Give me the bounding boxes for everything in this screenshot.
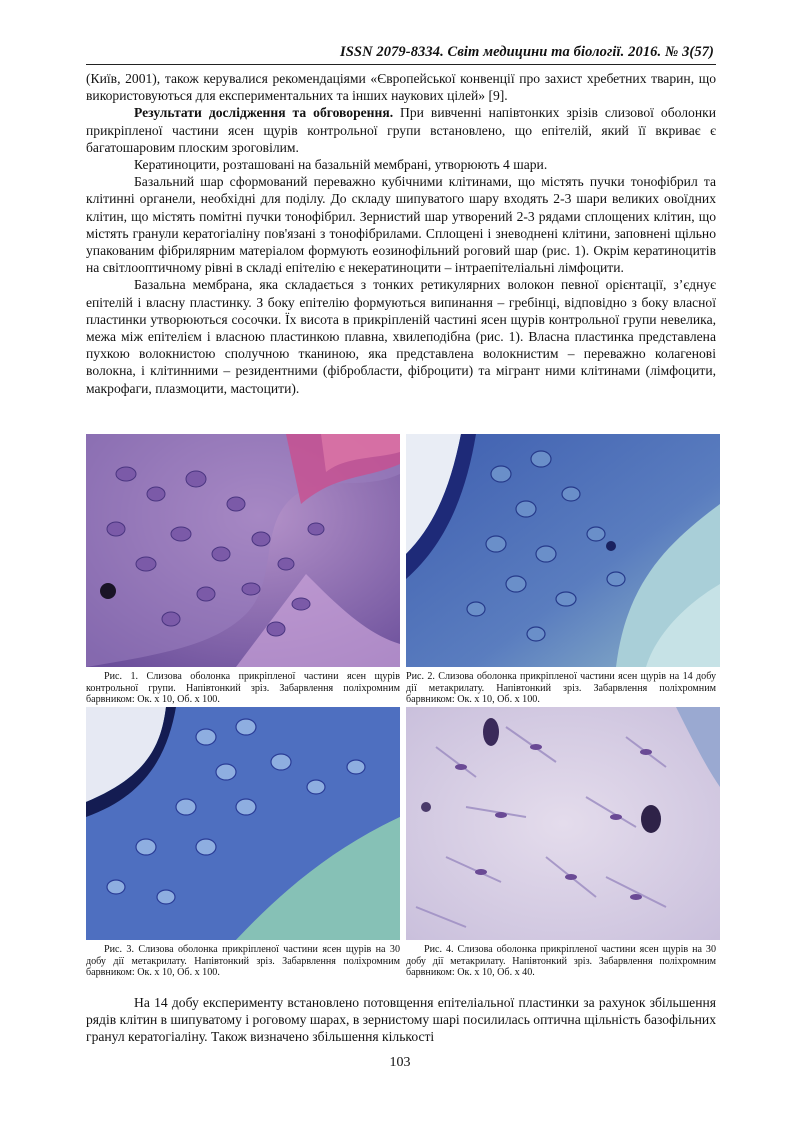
journal-header: ISSN 2079-8334. Світ медицини та біології. 2016. № 3(57) [340,44,714,60]
paragraph-1: (Київ, 2001), також керувалися рекомендаціями «Європейської конвенції про захист хребетних тварин, що використовуються для експериментальних та інших наукових цілей» [9]. [86,71,716,104]
figure-1-micrograph [86,434,400,667]
paragraph-6: На 14 добу експерименту встановлено потовщення епітеліальної пластинки за рахунок збільшення рядів клітин в шипуватому і роговому шарах, в зернистому шарі посилилась оптична щільність базофільних гранул кератогіаліну. Також визначено збільшення кількості [86,995,716,1045]
figure-1-caption [86,671,400,706]
continuation-text [86,994,716,1046]
paragraph-5: Базальна мембрана, яка складається з тонких ретикулярних волокон певної орієнтації, з’єднує епітелій і власну пластинку. З боку епітелію формуються випинання – гребінці, відповідно з боку власної пластинки утворюються сосочки. Їх висота в прикріпленій частині ясен щурів контрольної групи невелика, межа між епітелієм і власною пластинкою плавна, хвилеподібна (рис. 1). Власна пластинка представлена пухкою волокнистою сполучною тканиною, яка представлена волокнистим – переважно колагенові волокна, і клітинними – резидентними (фібробласти, фіброцити) та мігрант ними клітинами (лімфоцити, макрофаги, плазмоцити, мастоцити). [86,277,716,396]
figure-4-micrograph [406,707,720,940]
main-text [86,70,716,397]
section-heading: Результати дослідження та обговорення. [134,105,394,121]
figure-1-caption-text: Рис. 1. Слизова оболонка прикріпленої частини ясен щурів контрольної групи. Напівтонкий зріз. Забарвлення поліхромним барвником: Ок. х 10, Об. х 100. [86,671,400,706]
header-rule [86,64,716,65]
page-number: 103 [389,1055,411,1070]
paragraph-2-text: При вивченні напівтонких зрізів слизової оболонки прикріпленої частини ясен щурів контрольної групи встановлено, що епітелій, який її вкриває є багатошаровим плоским зроговілим. [86,105,716,155]
figure-2-micrograph [406,434,720,667]
figure-4-caption-text: Рис. 4. Слизова оболонка прикріпленої частини ясен щурів на 30 добу дії метакрилату. Напівтонкий зріз. Забарвлення поліхромним барвником: Ок. х 10, Об. х 40. [406,944,716,979]
paragraph-4: Базальний шар сформований переважно кубічними клітинами, що містять пучки тонофібрил та клітинні органели, необхідні для поділу. До складу шипуватого шару входять 2-3 шари великих овоїдних клітин, що містять помітні пучки тонофібрил. Зернистий шар утворений 2-3 рядами сплощених клітин, що містять гранули кератогіаліну пов'язані з тонофібрилами. Сплощені і зневоднені клітини, заповнені щільно упакованим фібрилярним матеріалом формують еозинофільний роговий шар (рис. 1). Окрім кератиноцитів на світлооптичному рівні в складі епітелію є некератиноцити – інтраепітеліальні лімфоцити. [86,174,716,276]
figure-3-caption [86,944,400,979]
figure-2-caption: Рис. 2. Слизова оболонка прикріпленої частини ясен щурів на 14 добу дії метакрилату. Напівтонкий зріз. Забарвлення поліхромним барвником: Ок. х 10, Об. х 100. [406,671,716,706]
figure-3-caption-text: Рис. 3. Слизова оболонка прикріпленої частини ясен щурів на 30 добу дії метакрилату. Напівтонкий зріз. Забарвлення поліхромним барвником: Ок. х 10, Об. х 100. [86,944,400,979]
paragraph-2 [86,104,716,156]
figure-3-micrograph [86,707,400,940]
figure-4-caption [406,944,716,979]
paragraph-3: Кератиноцити, розташовані на базальній мембрані, утворюють 4 шари. [134,157,548,173]
